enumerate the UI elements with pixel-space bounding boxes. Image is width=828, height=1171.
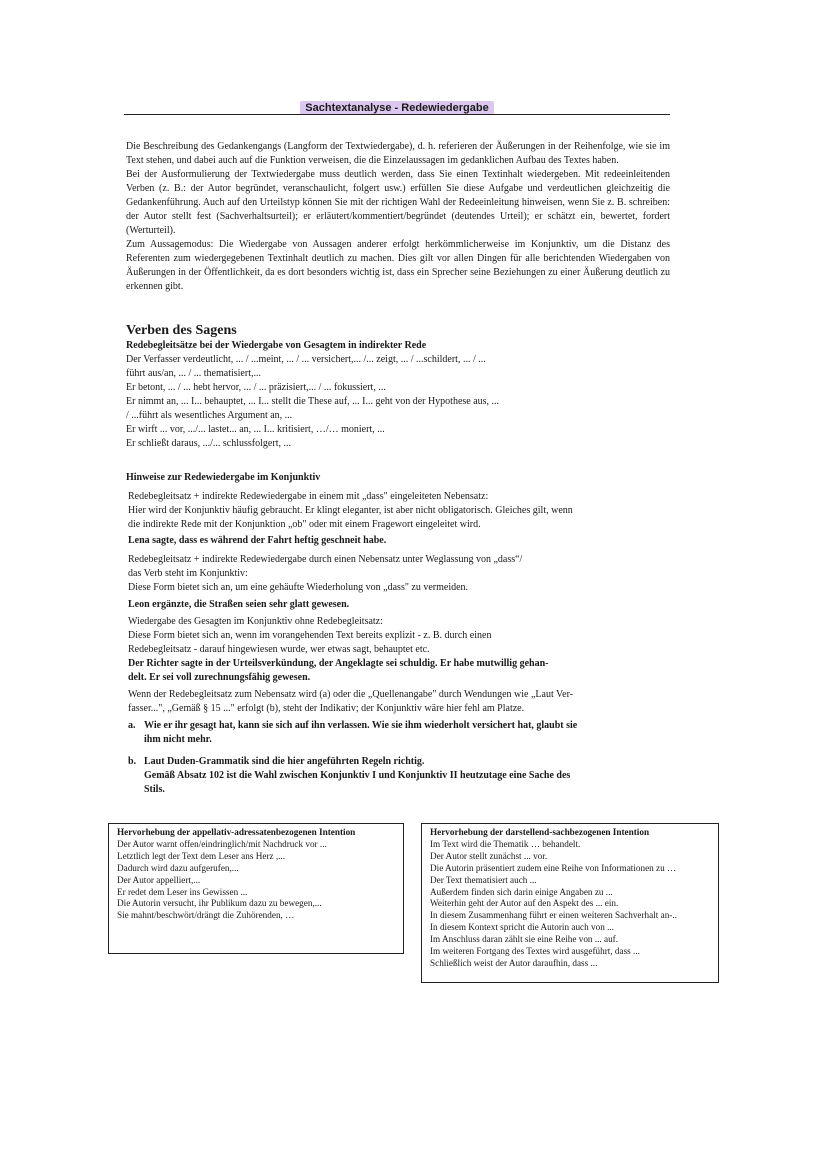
verbs-subheading: Redebegleitsätze bei der Wiedergabe von Gesagtem in indirekter Rede [126, 340, 427, 351]
box-line: Im Text wird die Thematik … behandelt. [430, 838, 581, 849]
intro-section [126, 140, 670, 294]
hints-heading: Hinweise zur Redewiedergabe im Konjunktiv [126, 472, 321, 483]
box-line: In diesem Zusammenhang führt er einen weiteren Sachverhalt an-.. [430, 910, 677, 921]
hint-line: Redebegleitsatz - darauf hingewiesen wurde, wer etwas sagt, behauptet etc. [128, 644, 430, 655]
intro-paragraph: Bei der Ausformulierung der Textwiedergabe muss deutlich werden, dass Sie einen Textinhalt wiedergeben. Mit redeeinleitenden Verben (z. B.: der Autor begründet, veranschaulicht, folgert usw.) erfüllen Sie diese Aufgabe und verdeutlichen gleichzeitig die Gedankenführung. Auch auf den Urteilstyp können Sie mit der richtigen Wahl der Redeeinleitung hinweisen, wenn Sie z. B. schreiben: der Autor stellt fest (Sachverhaltsurteil); er erläutert/kommentiert/begründet (deutendes Urteil); er schätzt ein, bewertet, fordert (Werturteil). [126, 169, 670, 236]
list-item-line: Laut Duden-Grammatik sind die hier angeführten Regeln richtig. [144, 756, 425, 767]
verbs-heading: Verben des Sagens [126, 323, 237, 338]
box-line: Letztlich legt der Text dem Leser ans Herz ,... [117, 850, 286, 861]
box-line: Im Anschluss daran zählt sie eine Reihe von ... auf. [430, 934, 619, 945]
verbs-line: führt aus/an, ... / ... thematisiert,... [126, 368, 261, 379]
hint-block-1 [128, 490, 668, 548]
list-item [128, 719, 668, 747]
intro-paragraph: Zum Aussagemodus: Die Wiedergabe von Aussagen anderer erfolgt herkömmlicherweise im Konjunktiv, um die Distanz des Referenten zum wiedergegebenen Textinhalt deutlich zu machen. Dies gilt vor allen Dingen für alle berichtenden Wiedergaben von Äußerungen in der Öffentlichkeit, da es dort besonders wichtig ist, dass ein Sprecher seine Beziehungen zu einer Äußerung deutlich zu erkennen gibt. [126, 239, 670, 292]
hint-block-3 [128, 615, 668, 685]
list-item-label: b. [128, 756, 137, 767]
box-line: Weiterhin geht der Autor auf den Aspekt des ... ein. [430, 898, 619, 909]
title-underline [124, 114, 670, 115]
hint-block-4 [128, 688, 668, 716]
verbs-line: / ...führt als wesentliches Argument an, ... [126, 410, 293, 421]
list-item-line: Stils. [144, 784, 165, 795]
box-line: Dadurch wird dazu aufgerufen,... [117, 862, 239, 873]
box-line: Außerdem finden sich darin einige Angaben zu ... [430, 886, 613, 897]
box-heading: Hervorhebung der appellativ-adressatenbezogenen Intention [117, 827, 356, 837]
appellative-intention-box [108, 823, 404, 954]
list-item [128, 755, 668, 797]
hint-example: delt. Er sei voll zurechnungsfähig gewesen. [128, 672, 311, 683]
example-list [128, 719, 668, 797]
verbs-line: Er betont, ... / ... hebt hervor, ... / ... präzisiert,... / ... fokussiert, ... [126, 382, 386, 393]
box-line: Er redet dem Leser ins Gewissen ... [117, 886, 248, 897]
list-item-line: ihm nicht mehr. [144, 734, 212, 745]
descriptive-intention-box [421, 823, 719, 983]
box-line: Im weiteren Fortgang des Textes wird ausgeführt, dass ... [430, 946, 640, 957]
hint-line: Redebegleitsatz + indirekte Redewiedergabe durch einen Nebensatz unter Weglassung von „dass“/ [128, 554, 523, 565]
box-line: Der Autor stellt zunächst ... vor. [430, 850, 548, 861]
hint-line: Hier wird der Konjunktiv häufig gebraucht. Er klingt eleganter, ist aber nicht obligatorisch. Gleiches gilt, wenn [128, 505, 573, 516]
box-line: Der Text thematisiert auch ... [430, 874, 537, 885]
list-item-label: a. [128, 720, 136, 731]
box-heading: Hervorhebung der darstellend-sachbezogenen Intention [430, 827, 650, 837]
box-line: Sie mahnt/beschwört/drängt die Zuhörenden, … [117, 910, 295, 921]
hint-line: Wiedergabe des Gesagten im Konjunktiv ohne Redebegleitsatz: [128, 616, 383, 627]
verbs-line: Er nimmt an, ... I... behauptet, ... I... stellt die These auf, ... I... geht von der Hypothese aus, ... [126, 396, 500, 407]
hint-line: die indirekte Rede mit der Konjunktion „ob" oder mit einem Fragewort eingeleitet wird. [128, 519, 481, 530]
verbs-line: Er wirft ... vor, .../... lastet... an, ... I... kritisiert, …/… moniert, ... [126, 424, 385, 435]
hint-line: das Verb steht im Konjunktiv: [128, 568, 248, 579]
box-line: Der Autor appelliert,... [117, 874, 201, 885]
box-line: Die Autorin versucht, ihr Publikum dazu zu bewegen,... [117, 898, 322, 909]
intro-paragraph: Die Beschreibung des Gedankengangs (Langform der Textwiedergabe), d. h. referieren der Äußerungen in der Reihenfolge, wie sie im Text stehen, und dabei auch auf die Funktion verweisen, die die Einzelaussagen im gedanklichen Aufbau des Textes haben. [126, 141, 670, 166]
verbs-section [126, 339, 670, 451]
hint-block-2 [128, 553, 668, 612]
list-item-line: Gemäß Absatz 102 ist die Wahl zwischen Konjunktiv I und Konjunktiv II heutzutage eine Sache des [144, 770, 571, 781]
box-line: Die Autorin präsentiert zudem eine Reihe von Informationen zu … [430, 862, 677, 873]
verbs-line: Der Verfasser verdeutlicht, ... / ...meint, ... / ... versichert,... /... zeigt, ... / ...schildert, ... / ... [126, 354, 486, 365]
verbs-line: Er schließt daraus, .../... schlussfolgert, ... [126, 438, 291, 449]
hint-example: Lena sagte, dass es während der Fahrt heftig geschneit habe. [128, 535, 387, 546]
box-line: Schließlich weist der Autor daraufhin, dass ... [430, 957, 598, 968]
box-line: Der Autor warnt offen/eindringlich/mit Nachdruck vor ... [117, 838, 327, 849]
hint-line: fasser...", „Gemäß § 15 ..." erfolgt (b), steht der Indikativ; der Konjunktiv wäre hier fehl am Platze. [128, 703, 525, 714]
hint-line: Diese Form bietet sich an, um eine gehäufte Wiederholung von „dass" zu vermeiden. [128, 582, 469, 593]
hint-example: Der Richter sagte in der Urteilsverkündung, der Angeklagte sei schuldig. Er habe mutwillig gehan- [128, 658, 549, 669]
list-item-line: Wie er ihr gesagt hat, kann sie sich auf ihn verlassen. Wie sie ihm wiederholt versichert hat, glaubt sie [144, 720, 578, 731]
hint-example: Leon ergänzte, die Straßen seien sehr glatt gewesen. [128, 599, 350, 610]
box-line: In diesem Kontext spricht die Autorin auch von ... [430, 922, 614, 933]
hint-line: Diese Form bietet sich an, wenn im vorangehenden Text bereits explizit - z. B. durch einen [128, 630, 492, 641]
hint-line: Wenn der Redebegleitsatz zum Nebensatz wird (a) oder die „Quellenangabe" durch Wendungen wie „Laut Ver- [128, 689, 574, 700]
hint-line: Redebegleitsatz + indirekte Redewiedergabe in einem mit „dass" eingeleiteten Nebensatz: [128, 491, 489, 502]
page-title: Sachtextanalyse - Redewiedergabe [300, 101, 493, 115]
